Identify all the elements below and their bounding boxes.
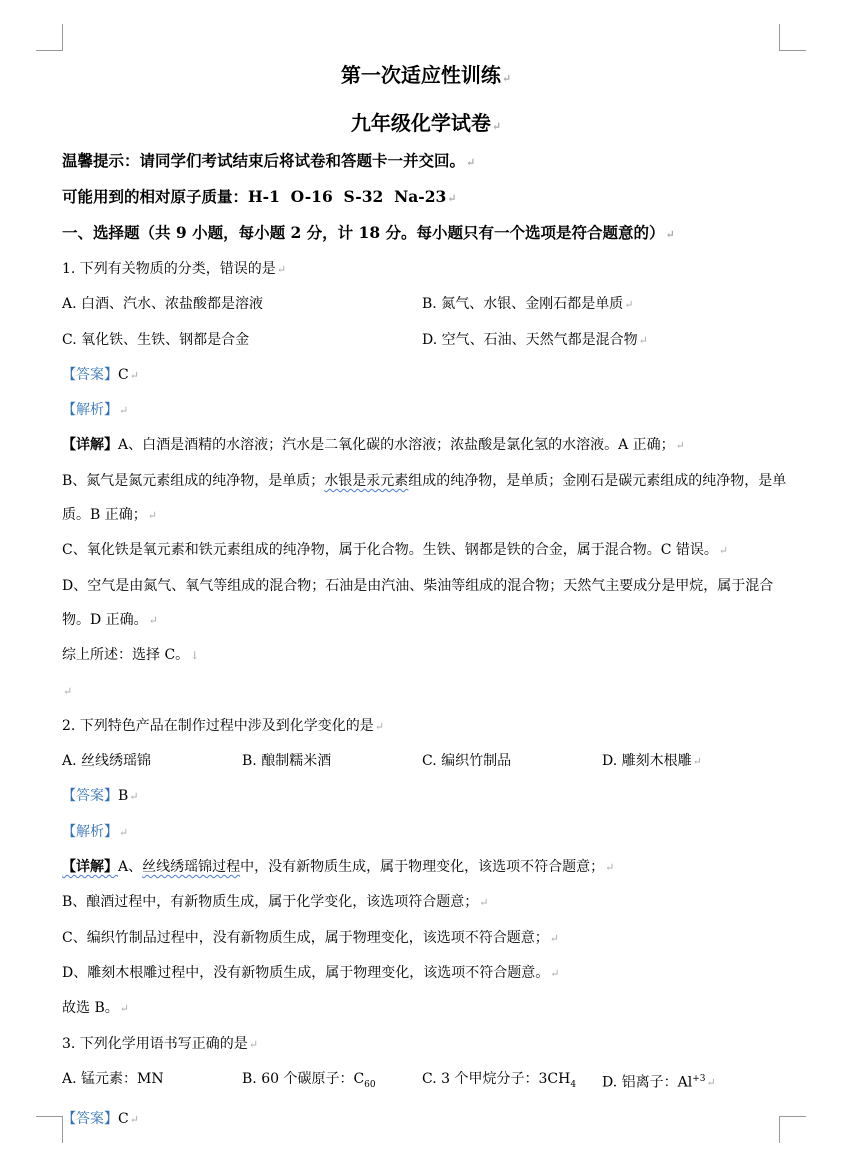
crop-mark-bottom-left xyxy=(36,1116,63,1143)
q2-detail-a: 【详解】A、丝线绣瑶锦过程中，没有新物质生成，属于物理变化，该选项不符合题意；↵ xyxy=(62,859,615,876)
q3-answer: 【答案】C↵ xyxy=(62,1110,139,1127)
q3-option-d: D. 铝离子：$Al^{+3}↵$ xyxy=(602,1073,716,1091)
q1-detail-a: 【详解】A、白酒是酒精的水溶液；汽水是二氧化碳的水溶液；浓盐酸是氯化氢的水溶液。A 正确；↵ xyxy=(62,437,685,454)
crop-mark-top-right xyxy=(779,24,806,51)
q1-detail-b: B、氮气是氮元素组成的纯净物，是单质；水银是汞元素组成的纯净物，是单质；金刚石是碳元素组成的纯净物，是单质。B 正确；↵ xyxy=(62,472,787,524)
q2-answer: 【答案】B↵ xyxy=(62,788,139,805)
q1-stem: 1. 下列有关物质的分类，错误的是↵ xyxy=(62,261,287,277)
q2-stem: 2. 下列特色产品在制作过程中涉及到化学变化的是↵ xyxy=(62,717,385,734)
q3-option-b: B. 60 个碳原子：$C_{60}$ xyxy=(242,1070,376,1090)
q1-analysis: 【解析】↵ xyxy=(62,402,129,419)
empty-line: ↵ xyxy=(63,684,73,698)
q2-option-c: C. 编织竹制品 xyxy=(422,753,512,770)
q2-analysis: 【解析】↵ xyxy=(62,823,129,840)
q1-options-row1 xyxy=(62,287,790,322)
q1-options-row2 xyxy=(62,323,790,358)
q2-option-b: B. 酿制糯米酒 xyxy=(242,753,332,770)
q3-option-c: C. 3 个甲烷分子：$3CH_4$ xyxy=(422,1070,577,1090)
q2-option-d: D. 雕刻木根雕↵ xyxy=(602,753,702,770)
q1-summary: 综上所述：选择 C。↓ xyxy=(62,647,200,664)
q1-detail-d: D、空气是由氮气、氧气等组成的混合物；石油是由汽油、柴油等组成的混合物；天然气主要成分是甲烷，属于混合物。D 正确。↵ xyxy=(62,577,774,628)
document-page xyxy=(62,58,790,1137)
q1-answer: 【答案】C↵ xyxy=(62,366,139,383)
q2-detail-d: D、雕刻木根雕过程中，没有新物质生成，属于物理变化，该选项不符合题意。↵ xyxy=(62,964,560,981)
q2-option-a: A. 丝线绣瑶锦 xyxy=(62,753,152,770)
crop-mark-top-left xyxy=(36,24,63,51)
exam-subtitle: 九年级化学试卷↵ xyxy=(350,111,502,135)
q1-option-c: C. 氧化铁、生铁、钢都是合金 xyxy=(62,331,250,348)
q2-options-row xyxy=(62,744,790,779)
q2-summary: 故选 B。↵ xyxy=(62,1000,129,1017)
q3-stem: 3. 下列化学用语书写正确的是↵ xyxy=(62,1035,259,1052)
tip-line: 温馨提示：请同学们考试结束后将试卷和答题卡一并交回。↵ xyxy=(62,151,476,170)
exam-title: 第一次适应性训练↵ xyxy=(340,63,512,87)
q1-detail-c: C、氧化铁是氧元素和铁元素组成的纯净物，属于化合物。生铁、钢都是铁的合金，属于混合物。C 错误。↵ xyxy=(62,542,729,559)
q1-option-b: B. 氮气、水银、金刚石都是单质↵ xyxy=(422,296,634,313)
atomic-mass-line: 可能用到的相对原子质量：H-1 O-16 S-32 Na-23↵ xyxy=(62,187,457,206)
q3-option-a: A. 锰元素：MN xyxy=(62,1070,164,1087)
q1-option-a: A. 白酒、汽水、浓盐酸都是溶液 xyxy=(62,296,264,313)
section-heading: 一、选择题（共 9 小题，每小题 2 分，计 18 分。每小题只有一个选项是符合题意的）↵ xyxy=(62,223,675,242)
q2-detail-b: B、酿酒过程中，有新物质生成，属于化学变化，该选项符合题意；↵ xyxy=(62,894,489,911)
q3-options-row xyxy=(62,1062,790,1102)
q1-option-d: D. 空气、石油、天然气都是混合物↵ xyxy=(422,331,648,348)
q2-detail-c: C、编织竹制品过程中，没有新物质生成，属于物理变化，该选项不符合题意；↵ xyxy=(62,929,559,946)
